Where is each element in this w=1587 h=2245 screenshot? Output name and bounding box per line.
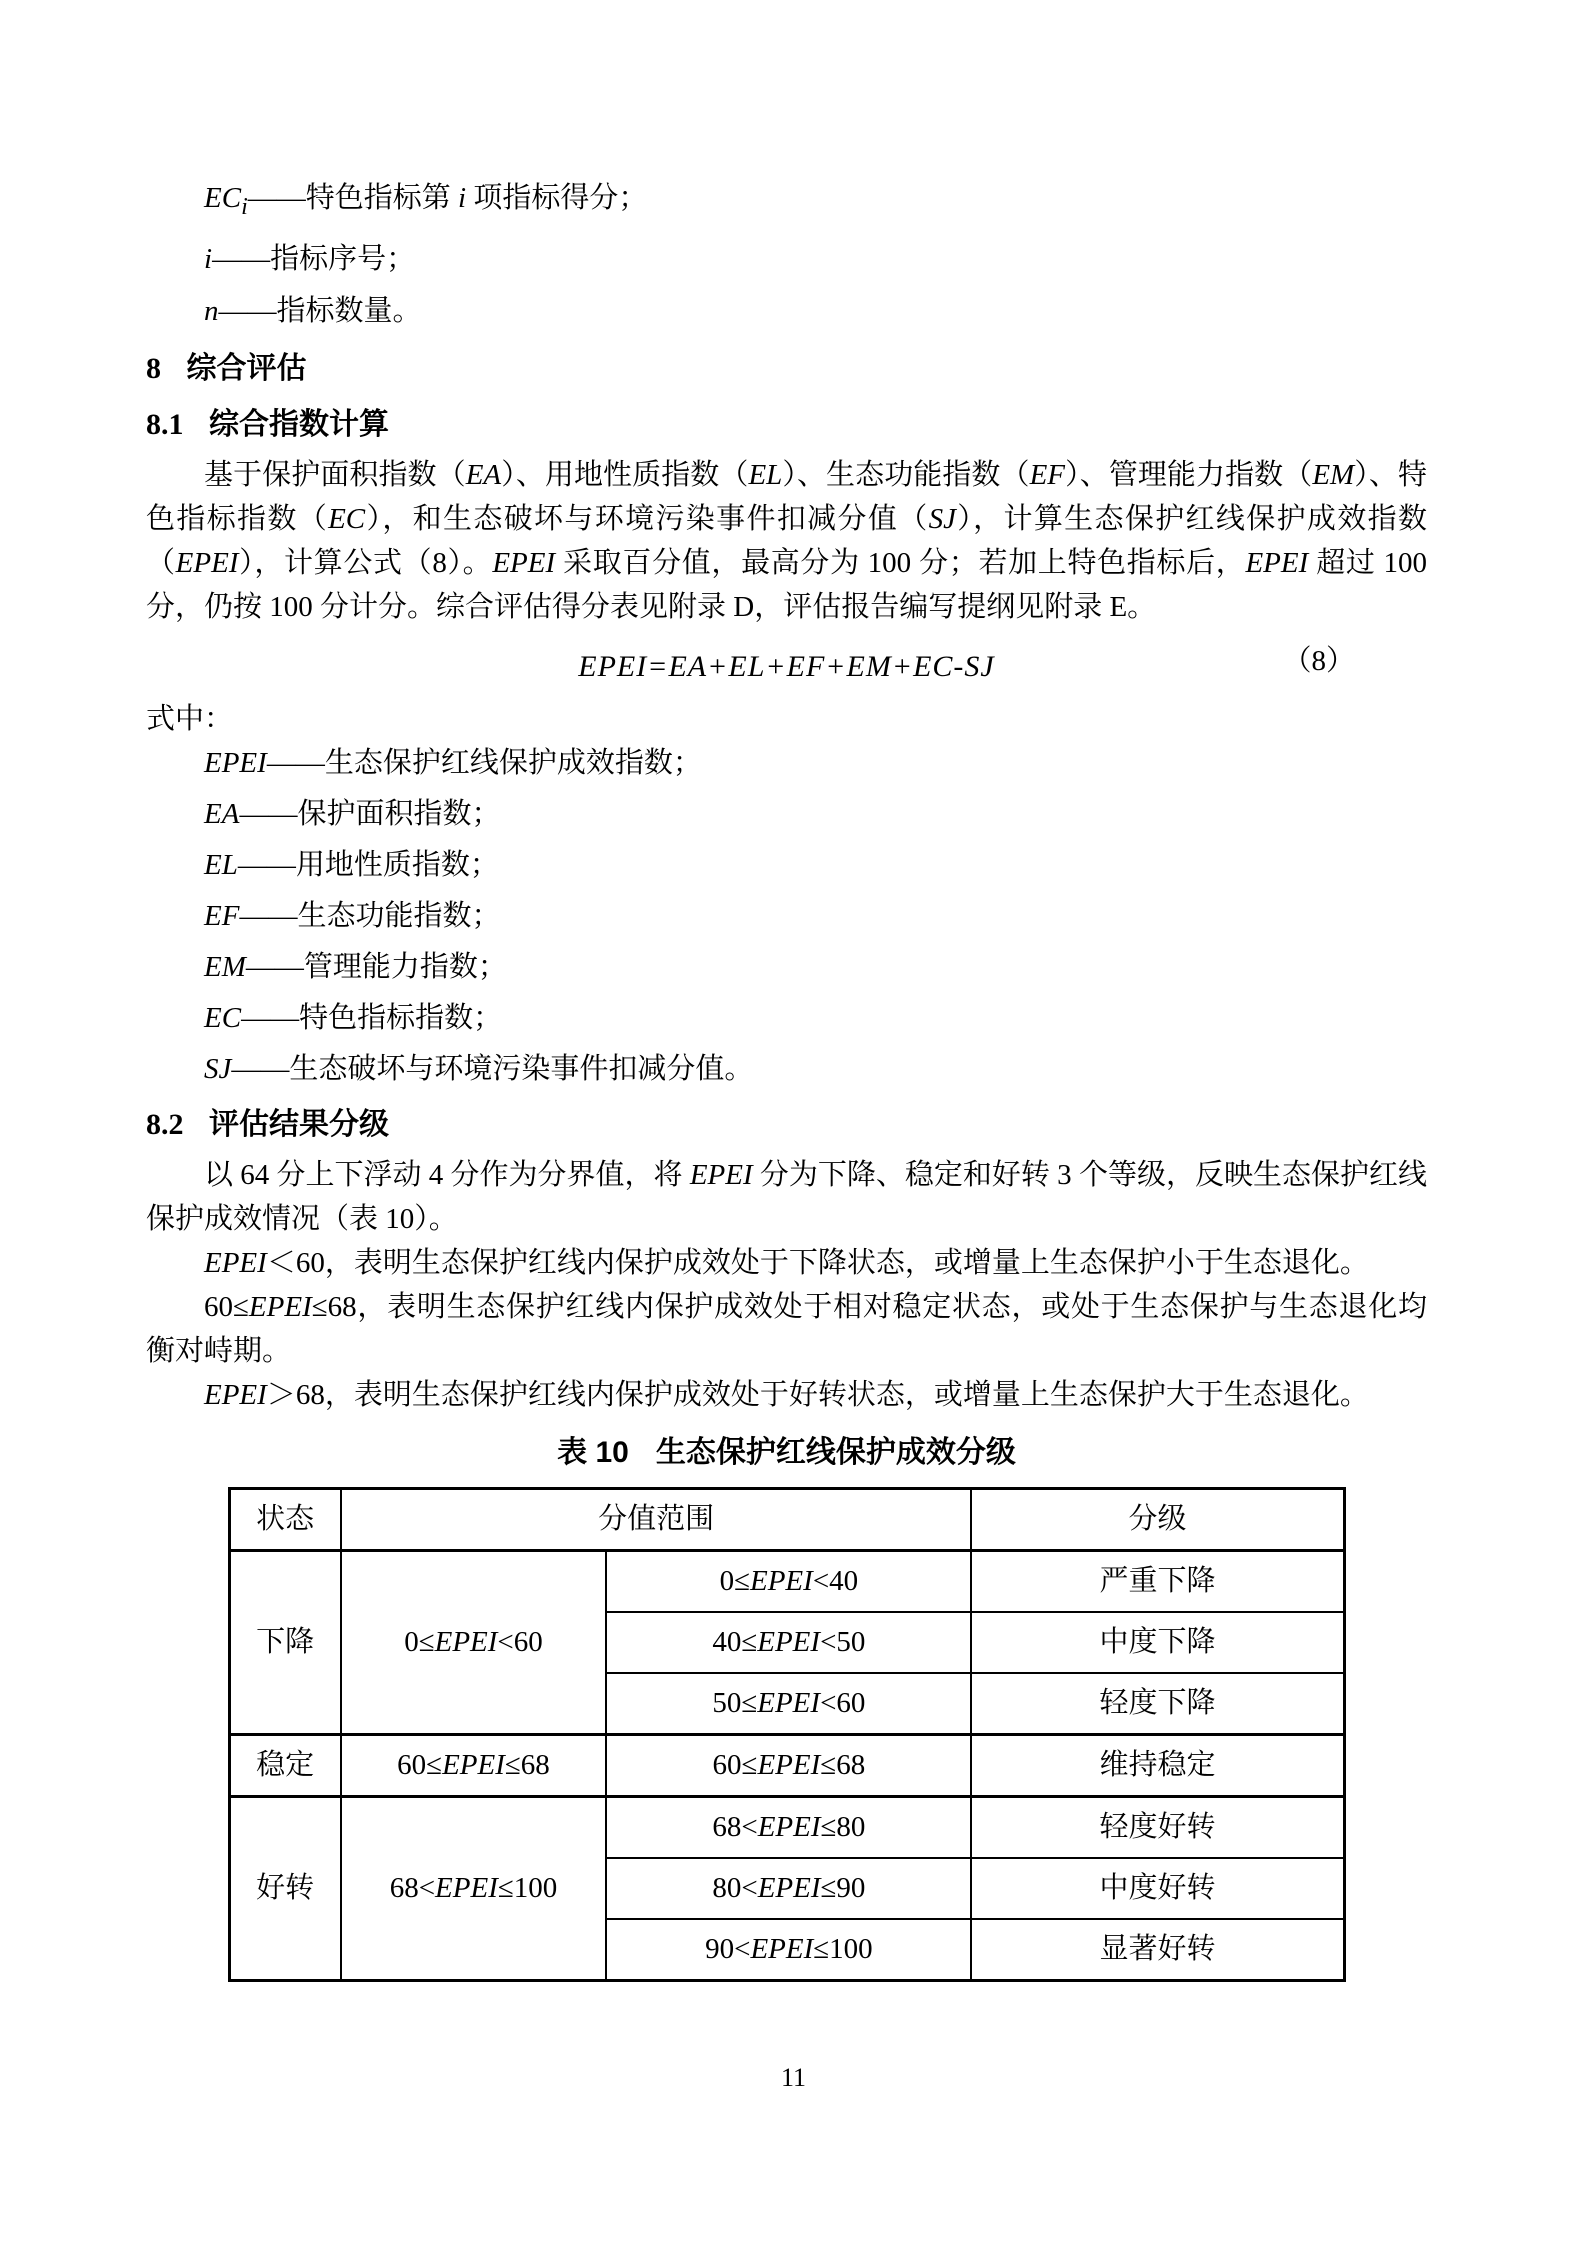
cell-grade: 轻度下降	[971, 1673, 1344, 1735]
definition-ef: EF——生态功能指数；	[204, 899, 501, 932]
table-caption-number: 表 10	[557, 1435, 629, 1469]
definition-ec: EC——特色指标指数；	[204, 1001, 503, 1034]
definition-epei: EPEI——生态保护红线保护成效指数；	[204, 746, 702, 779]
cell-state-stable: 稳定	[229, 1734, 341, 1796]
heading-section-8-1	[146, 403, 1427, 447]
cell-state-improve: 好转	[229, 1796, 341, 1980]
heading-title: 综合指数计算	[209, 407, 389, 441]
where-label: 式中：	[146, 702, 234, 735]
cell-subrange: 80<EPEI≤90	[606, 1858, 971, 1919]
table-row	[229, 1796, 1344, 1858]
table-row	[229, 1550, 1344, 1612]
cell-grade: 轻度好转	[971, 1796, 1344, 1858]
cell-grade: 中度好转	[971, 1858, 1344, 1919]
cell-grade: 维持稳定	[971, 1734, 1344, 1796]
cell-range-stable: 60≤EPEI≤68	[341, 1734, 607, 1796]
cell-grade: 显著好转	[971, 1919, 1344, 1981]
cell-state-decline: 下降	[229, 1550, 341, 1734]
paragraph-epei-above-68: EPEI＞68，表明生态保护红线内保护成效处于好转状态，或增量上生态保护大于生态退化。	[204, 1378, 1369, 1411]
equation-number: （8）	[1282, 644, 1355, 677]
definition-el: EL——用地性质指数；	[204, 848, 499, 881]
page-number: 11	[780, 2063, 807, 2092]
definition-n: n——指标数量。	[204, 294, 422, 327]
cell-subrange: 0≤EPEI<40	[606, 1550, 971, 1612]
equation-epei: EPEI=EA+EL+EF+EM+EC-SJ	[578, 649, 995, 683]
equation-row	[146, 645, 1427, 693]
table-caption	[146, 1431, 1427, 1475]
cell-range-improve: 68<EPEI≤100	[341, 1796, 607, 1980]
cell-subrange: 68<EPEI≤80	[606, 1796, 971, 1858]
heading-section-8-2	[146, 1103, 1427, 1147]
paragraph-epei-60-68: 60≤EPEI≤68，表明生态保护红线内保护成效处于相对稳定状态，或处于生态保护与生态退化均衡对峙期。	[146, 1290, 1427, 1367]
cell-subrange: 40≤EPEI<50	[606, 1612, 971, 1673]
cell-grade: 严重下降	[971, 1550, 1344, 1612]
heading-number: 8.2	[146, 1107, 184, 1141]
table-row	[229, 1734, 1344, 1796]
heading-number: 8.1	[146, 407, 184, 441]
table-header-state: 状态	[229, 1488, 341, 1550]
table-header-grade: 分级	[971, 1488, 1344, 1550]
definition-eci: $EC_i——$特色指标第 i 项指标得分；	[204, 182, 648, 220]
definition-em: EM——管理能力指数；	[204, 950, 507, 983]
cell-subrange: 90<EPEI≤100	[606, 1919, 971, 1981]
cell-subrange: 50≤EPEI<60	[606, 1673, 971, 1735]
cell-grade: 中度下降	[971, 1612, 1344, 1673]
table-header-row	[229, 1488, 1344, 1550]
heading-title: 评估结果分级	[209, 1107, 389, 1141]
table-header-range: 分值范围	[341, 1488, 972, 1550]
cell-subrange: 60≤EPEI≤68	[606, 1734, 971, 1796]
paragraph-epei-below-60: EPEI＜60，表明生态保护红线内保护成效处于下降状态，或增量上生态保护小于生态退化。	[204, 1246, 1369, 1279]
definition-sj: SJ——生态破坏与环境污染事件扣减分值。	[204, 1052, 754, 1085]
paragraph-8-2-intro: 以 64 分上下浮动 4 分作为分界值，将 EPEI 分为下降、稳定和好转 3 个等级，反映生态保护红线保护成效情况（表 10）。	[146, 1158, 1427, 1235]
grading-table	[228, 1487, 1346, 1982]
heading-section-8	[146, 347, 1427, 391]
heading-number: 8	[146, 351, 161, 385]
definition-i: i——指标序号；	[204, 242, 416, 275]
heading-title: 综合评估	[186, 351, 307, 385]
definition-ea: EA——保护面积指数；	[204, 797, 501, 830]
paragraph-8-1: 基于保护面积指数（EA）、用地性质指数（EL）、生态功能指数（EF）、管理能力指数（EM）、特色指标指数（EC），和生态破坏与环境污染事件扣减分值（SJ），计算生态保护红线保护成效指数（EPEI），计算公式（8）。EPEI 采取百分值，最高分为 100 分；若加上特色指标后，EPEI 超过 100 分，仍按 100 分计分。综合评估得分表见附录 D，评估报告编写提纲见附录 E。	[146, 458, 1427, 623]
cell-range-decline: 0≤EPEI<60	[341, 1550, 607, 1734]
table-caption-title: 生态保护红线保护成效分级	[655, 1435, 1016, 1469]
